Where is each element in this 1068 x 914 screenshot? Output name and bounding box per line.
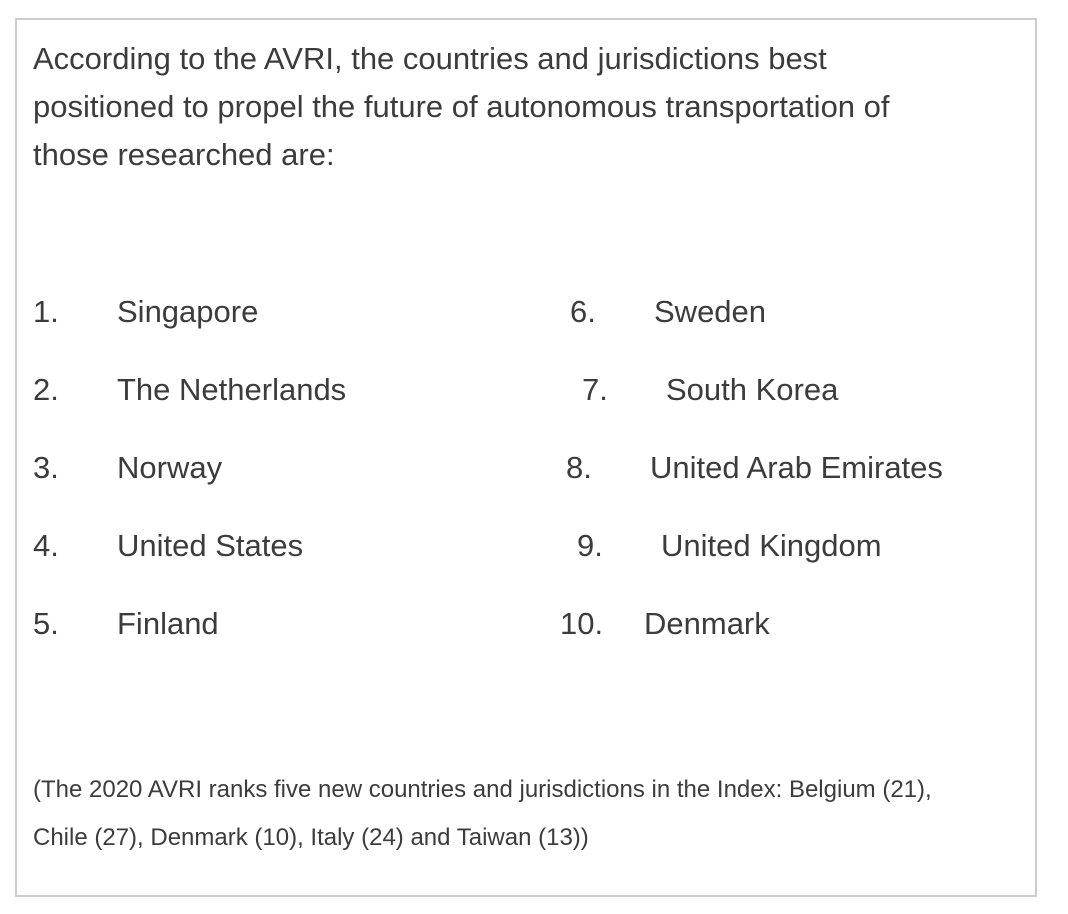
footnote-line: Chile (27), Denmark (10), Italy (24) and Taiwan (13)) — [33, 824, 589, 851]
ranking-item — [33, 273, 346, 351]
rank-number: 7. — [582, 372, 608, 407]
ranking-item — [33, 351, 346, 429]
country-name: Denmark — [644, 606, 770, 641]
rank-number: 6. — [570, 294, 596, 329]
rank-number: 5. — [33, 606, 59, 641]
country-name: The Netherlands — [117, 372, 347, 407]
ranking-column-right — [560, 273, 943, 663]
rank-number: 3. — [33, 450, 59, 485]
country-name: Norway — [117, 450, 223, 485]
ranking-item — [560, 273, 943, 351]
footnote-line: (The 2020 AVRI ranks five new countries and jurisdictions in the Index: Belgium (21), — [33, 776, 932, 803]
content-panel — [15, 18, 1037, 897]
country-name: United Kingdom — [661, 528, 882, 563]
intro-line: positioned to propel the future of autonomous transportation of — [33, 89, 890, 124]
country-name: Finland — [117, 606, 219, 641]
rank-number: 8. — [566, 450, 592, 485]
ranking-item — [560, 507, 943, 585]
ranking-item — [560, 429, 943, 507]
intro-line: those researched are: — [33, 137, 335, 172]
ranking-item — [33, 429, 346, 507]
country-name: United Arab Emirates — [650, 450, 943, 485]
rank-number: 2. — [33, 372, 59, 407]
ranking-item — [33, 585, 346, 663]
country-name: Sweden — [654, 294, 767, 329]
rank-number: 9. — [577, 528, 603, 563]
footnote — [33, 766, 1019, 862]
intro-line: According to the AVRI, the countries and jurisdictions best — [33, 41, 827, 76]
country-name: Singapore — [117, 294, 259, 329]
rank-number: 1. — [33, 294, 59, 329]
rank-number: 10. — [560, 606, 604, 641]
country-name: United States — [117, 528, 304, 563]
ranking-item — [560, 585, 943, 663]
country-name: South Korea — [666, 372, 839, 407]
ranking-item — [33, 507, 346, 585]
intro-paragraph — [33, 35, 1019, 179]
ranking-list — [33, 273, 1019, 663]
ranking-item — [560, 351, 943, 429]
ranking-column-left — [33, 273, 346, 663]
rank-number: 4. — [33, 528, 59, 563]
